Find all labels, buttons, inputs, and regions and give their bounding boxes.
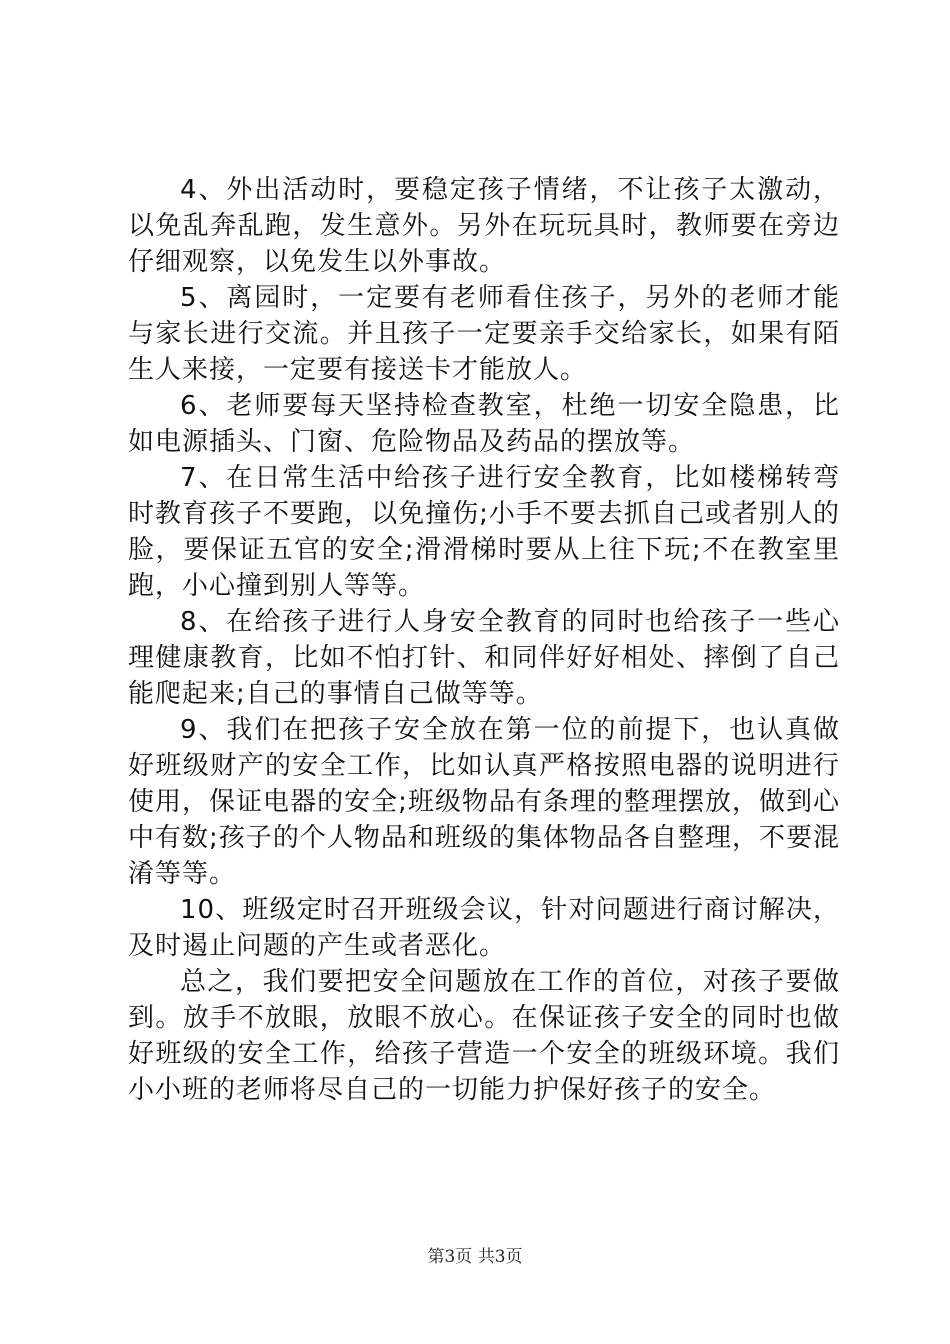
paragraph-summary: 总之，我们要把安全问题放在工作的首位，对孩子要做到。放手不放眼，放眼不放心。在保证孩子安全的同时也做好班级的安全工作，给孩子营造一个安全的班级环境。我们小小班的老师将尽自己的一切能力护保好孩子的安全。	[128, 967, 840, 1105]
page-number-footer: 第3页 共3页	[427, 1247, 523, 1267]
paragraph-item-6: 6、老师要每天坚持检查教室，杜绝一切安全隐患，比如电源插头、门窗、危险物品及药品的摆放等。	[128, 391, 840, 457]
paragraph-item-8: 8、在给孩子进行人身安全教育的同时也给孩子一些心理健康教育，比如不怕打针、和同伴好好相处、摔倒了自己能爬起来;自己的事情自己做等等。	[128, 607, 840, 709]
paragraph-item-7: 7、在日常生活中给孩子进行安全教育，比如楼梯转弯时教育孩子不要跑，以免撞伤;小手不要去抓自己或者别人的脸，要保证五官的安全;滑滑梯时要从上往下玩;不在教室里跑，小心撞到别人等等。	[128, 463, 840, 601]
paragraph-item-9: 9、我们在把孩子安全放在第一位的前提下，也认真做好班级财产的安全工作，比如认真严格按照电器的说明进行使用，保证电器的安全;班级物品有条理的整理摆放，做到心中有数;孩子的个人物品和班级的集体物品各自整理，不要混淆等等。	[128, 715, 840, 889]
paragraph-item-4: 4、外出活动时，要稳定孩子情绪，不让孩子太激动，以免乱奔乱跑，发生意外。另外在玩玩具时，教师要在旁边仔细观察，以免发生以外事故。	[128, 175, 840, 277]
paragraph-item-10: 10、班级定时召开班级会议，针对问题进行商讨解决，及时遏止问题的产生或者恶化。	[128, 895, 840, 961]
paragraph-item-5: 5、离园时，一定要有老师看住孩子，另外的老师才能与家长进行交流。并且孩子一定要亲手交给家长，如果有陌生人来接，一定要有接送卡才能放人。	[128, 283, 840, 385]
document-body	[128, 172, 840, 1108]
